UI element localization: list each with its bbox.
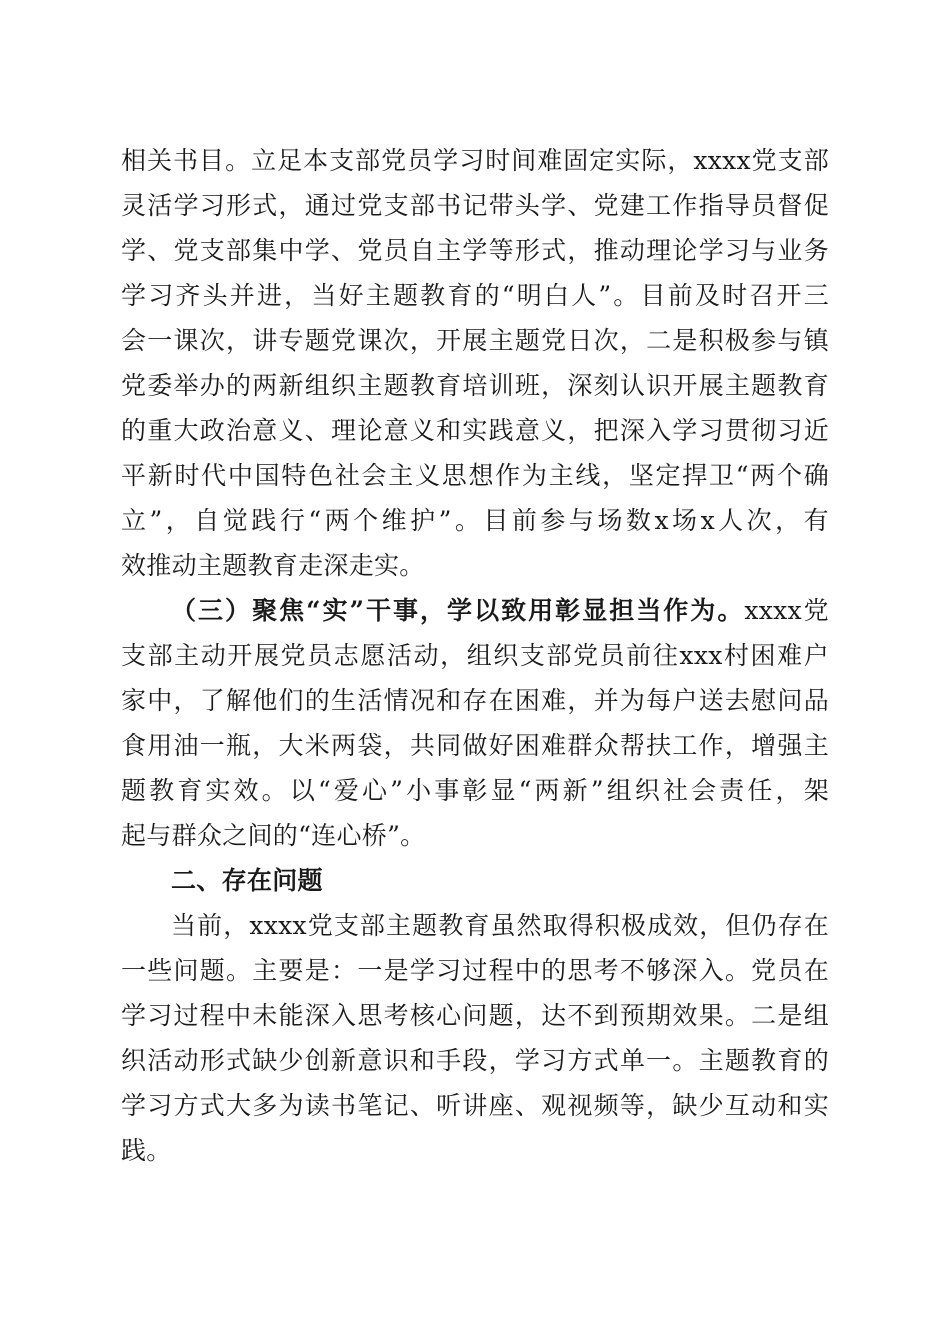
- text-line: 学、党支部集中学、党员自主学等形式，推动理论学习与业务: [121, 236, 829, 265]
- text-line: [121, 588, 829, 633]
- text-line: 会一课次，讲专题党课次，开展主题党日次，二是积极参与镇: [121, 326, 829, 355]
- text-line: 支部主动开展党员志愿活动，组织支部党员前往xxx村困难户: [121, 641, 829, 670]
- text-line: 效推动主题教育走深走实。: [121, 551, 425, 580]
- text-line: 的重大政治意义、理论意义和实践意义，把深入学习贯彻习近: [121, 416, 829, 445]
- text-line: 相关书目。立足本支部党员学习时间难固定实际，xxxx党支部: [121, 146, 829, 175]
- text-line: 学习方式大多为读书笔记、听讲座、观视频等，缺少互动和实: [121, 1091, 829, 1120]
- text-line: 食用油一瓶，大米两袋，共同做好困难群众帮扶工作，增强主: [121, 731, 829, 760]
- text-line: 当前，xxxx党支部主题教育虽然取得积极成效，但仍存在: [171, 911, 829, 940]
- text-line: 学习齐头并进，当好主题教育的“明白人”。目前及时召开三: [121, 281, 829, 310]
- paragraph-problems: [121, 903, 829, 1173]
- text-line: 织活动形式缺少创新意识和手段，学习方式单一。主题教育的: [121, 1046, 829, 1075]
- text-line: 平新时代中国特色社会主义思想作为主线，坚定捍卫“两个确: [121, 461, 829, 490]
- text-line: 灵活学习形式，通过党支部书记带头学、党建工作指导员督促: [121, 191, 829, 220]
- text-line: 践。: [121, 1136, 172, 1165]
- text-line: 起与群众之间的“连心桥”。: [121, 821, 426, 850]
- text-line: 党委举办的两新组织主题教育培训班，深刻认识开展主题教育: [121, 371, 829, 400]
- paragraph-practical-action: [121, 588, 829, 858]
- text-line: 题教育实效。以“爱心”小事彰显“两新”组织社会责任，架: [121, 776, 829, 805]
- text-line: 一些问题。主要是：一是学习过程中的思考不够深入。党员在: [121, 956, 829, 985]
- section-heading-problems: [121, 858, 829, 903]
- text-line: 学习过程中未能深入思考核心问题，达不到预期效果。二是组: [121, 1001, 829, 1030]
- text-line: 立”，自觉践行“两个维护”。目前参与场数x场x人次，有: [121, 506, 829, 535]
- text-run: xxxx党: [744, 596, 829, 625]
- document-body: [121, 138, 829, 1173]
- subheading-three: （三）聚焦“实”干事，学以致用彰显担当作为。: [171, 596, 745, 625]
- text-line: 家中，了解他们的生活情况和存在困难，并为每户送去慰问品: [121, 686, 829, 715]
- paragraph-study-forms: [121, 138, 829, 588]
- section-heading: 二、存在问题: [171, 866, 323, 895]
